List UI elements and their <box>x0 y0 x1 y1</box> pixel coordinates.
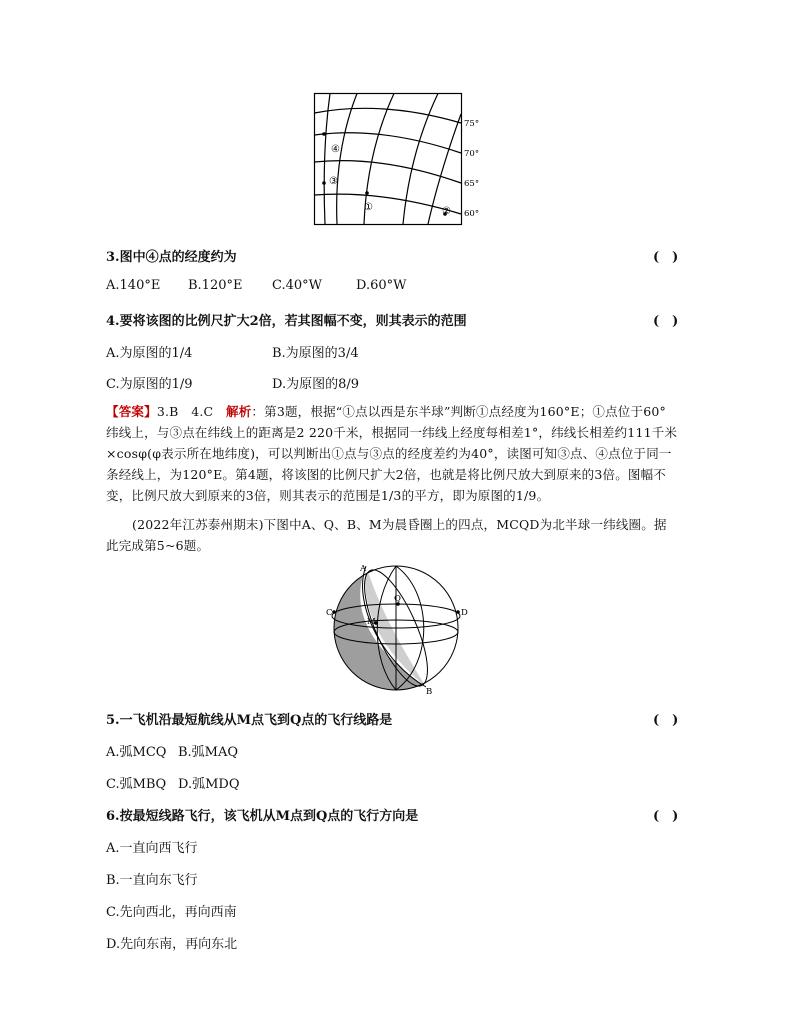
q6-stem: 6.按最短线路飞行，该飞机从M点到Q点的飞行方向是 <box>106 809 419 824</box>
graticule-map-figure <box>312 92 492 228</box>
q3-answer-paren: ( ) <box>653 250 679 265</box>
latitude-75-line <box>315 108 462 123</box>
q5-stem: 5.一飞机沿最短航线从M点飞到Q点的飞行线路是 <box>106 713 393 728</box>
globe-label-m: M <box>367 617 376 627</box>
point-d-dot <box>456 610 460 614</box>
q6-option-c: C.先向西北，再向西南 <box>106 905 237 920</box>
analysis-tag: 解析 <box>226 404 252 419</box>
q6-option-a: A.一直向西飞行 <box>106 841 198 856</box>
analysis-line-4: 条经线上，为120°E。第4题，将该图的比例尺扩大2倍，也就是将比例尺放大到原来的3倍。图幅不 <box>106 467 666 482</box>
meridian-line-2 <box>337 94 357 225</box>
q5-option-b: B.弧MAQ <box>178 745 239 760</box>
intro-paragraph <box>106 514 706 556</box>
globe-figure <box>322 562 472 698</box>
point-c-dot <box>332 610 336 614</box>
globe-label-c: C <box>326 608 333 618</box>
answer-tag: 【答案】 <box>106 404 157 419</box>
analysis-line-1: ：第3题，根据“①点以西是东半球”判断①点经度为160°E；①点位于60° <box>251 404 666 419</box>
q6-answer-paren: ( ) <box>653 809 679 824</box>
answer-line-1 <box>106 401 706 422</box>
q4-option-b: B.为原图的3/4 <box>272 346 359 361</box>
answer-key: 3.B 4.C <box>156 404 227 419</box>
point-4-label: ④ <box>331 144 340 155</box>
q3-option-d: D.60°W <box>356 278 407 293</box>
globe-label-q: Q <box>394 594 401 604</box>
point-1-label: ① <box>364 202 373 213</box>
lat-label-75: 75° <box>464 119 480 129</box>
q5-option-d: D.弧MDQ <box>178 777 240 792</box>
analysis-line-3: ×cosφ(φ表示所在地纬度)，可以判断出①点与③点的经度差约为40°，读图可知③点、④点位于同一 <box>106 446 672 461</box>
point-4-dot <box>322 132 326 136</box>
q6-option-d: D.先向东南，再向东北 <box>106 937 238 952</box>
q4-stem: 4.要将该图的比例尺扩大2倍，若其图幅不变，则其表示的范围 <box>106 314 467 329</box>
point-3-dot <box>322 181 326 185</box>
q4-option-d: D.为原图的8/9 <box>272 377 360 392</box>
q6-option-b: B.一直向东飞行 <box>106 873 198 888</box>
lat-label-60: 60° <box>464 209 480 219</box>
meridian-line-1 <box>324 94 330 225</box>
q5-answer-paren: ( ) <box>653 713 679 728</box>
lat-label-70: 70° <box>464 149 480 159</box>
q5-option-c: C.弧MBQ <box>106 777 167 792</box>
answer-analysis-block <box>106 401 706 506</box>
q4-answer-paren: ( ) <box>653 314 679 329</box>
globe-label-a: A <box>360 564 367 574</box>
intro-line-2: 此完成第5~6题。 <box>106 538 210 553</box>
q3-option-a: A.140°E <box>106 278 161 293</box>
q5-option-a: A.弧MCQ <box>106 745 167 760</box>
point-3-label: ③ <box>329 176 338 187</box>
lat-label-65: 65° <box>464 179 480 189</box>
q4-option-a: A.为原图的1/4 <box>106 346 193 361</box>
q3-option-b: B.120°E <box>188 278 243 293</box>
q4-option-c: C.为原图的1/9 <box>106 377 193 392</box>
analysis-line-2: 纬线上，与③点在纬线上的距离是2 220千米，根据同一纬线上经度每相差1°，纬线长相差约111千米 <box>106 425 678 440</box>
q3-option-c: C.40°W <box>272 278 323 293</box>
globe-label-d: D <box>461 608 468 618</box>
intro-line-1: (2022年江苏泰州期末)下图中A、Q、B、M为晨昏圈上的四点，MCQD为北半球一纬线圈。据 <box>132 517 667 532</box>
q3-stem: 3.图中④点的经度约为 <box>106 250 237 265</box>
point-1-dot <box>365 191 369 195</box>
point-2-label: ② <box>442 206 451 217</box>
analysis-line-5: 变，比例尺放大到原来的3倍，则其表示的范围是1/3的平方，即为原图的1/9。 <box>106 488 550 503</box>
globe-label-b: B <box>426 687 433 697</box>
